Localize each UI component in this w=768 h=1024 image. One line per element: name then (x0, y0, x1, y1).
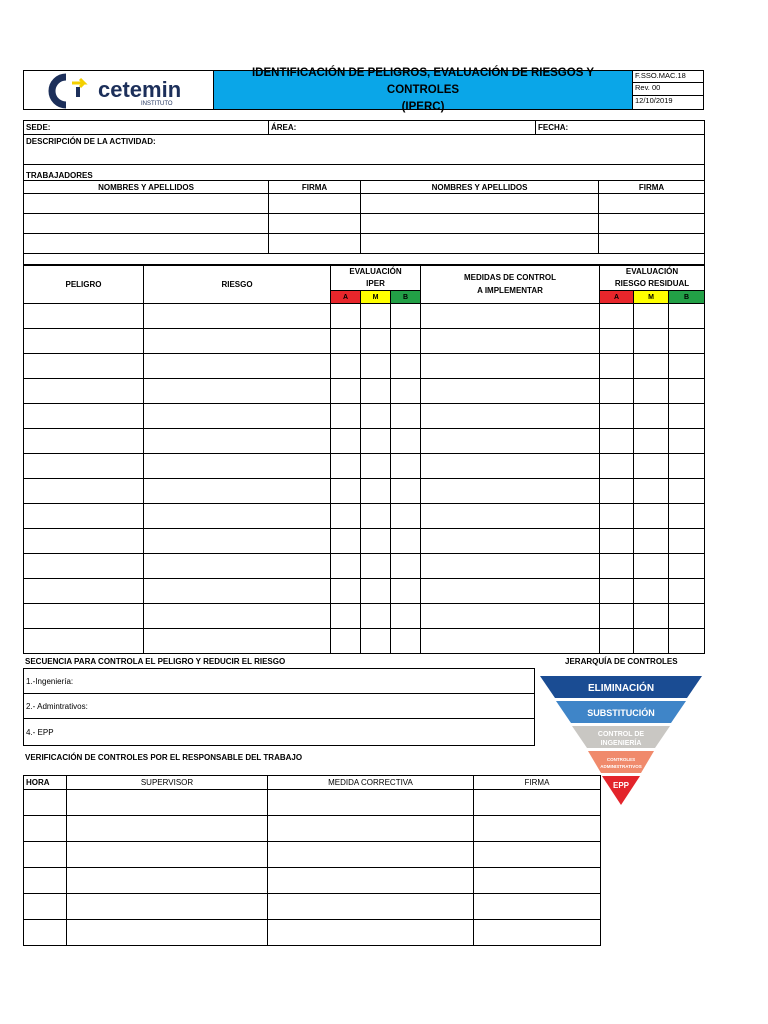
table-row (24, 816, 601, 842)
sede-label: SEDE: (24, 121, 269, 135)
residual-a: A (600, 291, 634, 304)
verification-title: VERIFICACIÓN DE CONTROLES POR EL RESPONSABLE DEL TRABAJO (25, 753, 303, 762)
table-row (24, 429, 705, 454)
col-eval-iper (331, 265, 421, 291)
pyramid-label-3b: INGENIERÍA (600, 740, 642, 747)
table-row (24, 479, 705, 504)
table-row (24, 194, 705, 214)
table-row (24, 454, 705, 479)
logo-subtext: INSTITUTO (141, 101, 173, 107)
trabajadores-label: TRABAJADORES (24, 165, 705, 181)
table-row (24, 329, 705, 354)
iper-m: M (361, 291, 391, 304)
risk-table (23, 264, 705, 654)
document-title (213, 66, 633, 113)
table-row (24, 529, 705, 554)
eval-res-line2: RIESGO RESIDUAL (614, 278, 690, 288)
table-row (24, 354, 705, 379)
medidas-line2: A IMPLEMENTAR (477, 286, 543, 295)
fecha-label: FECHA: (536, 121, 705, 135)
hierarchy-title: JERARQUÍA DE CONTROLES (565, 657, 678, 666)
table-row (24, 920, 601, 946)
title-line-2: (IPERC) (401, 100, 445, 113)
table-row (24, 629, 705, 654)
doc-code: F.SSO.MAC.18 (632, 70, 704, 83)
doc-rev: Rev. 00 (632, 82, 704, 96)
sequence-title: SECUENCIA PARA CONTROLA EL PELIGRO Y REDUCIR EL RIESGO (25, 657, 286, 666)
col-hora: HORA (24, 776, 67, 790)
table-row (24, 214, 705, 234)
eval-res-line1: EVALUACIÓN (625, 266, 679, 276)
sequence-item-3: 4.- EPP (24, 719, 535, 746)
residual-m: M (634, 291, 669, 304)
col-firma-2: FIRMA (599, 181, 705, 194)
sequence-item-2: 2.- Admintrativos: (24, 694, 535, 719)
pyramid-label-4a: CONTROLES (606, 757, 636, 762)
table-row (24, 554, 705, 579)
table-row (24, 894, 601, 920)
verification-table (23, 775, 601, 946)
info-table (23, 120, 705, 266)
table-row (24, 504, 705, 529)
col-medidas (421, 265, 600, 304)
col-medida: MEDIDA CORRECTIVA (268, 776, 474, 790)
eval-iper-line2: IPER (366, 278, 385, 288)
sequence-table (23, 668, 535, 746)
logo-box (23, 70, 214, 110)
table-row (24, 379, 705, 404)
col-firma: FIRMA (474, 776, 601, 790)
eval-iper-line1: EVALUACIÓN (349, 266, 402, 276)
table-row (24, 790, 601, 816)
table-row (24, 604, 705, 629)
table-row (24, 234, 705, 254)
col-riesgo: RIESGO (144, 265, 331, 304)
pyramid-label-1: ELIMINACIÓN (587, 683, 655, 694)
col-nombres-1: NOMBRES Y APELLIDOS (24, 181, 269, 194)
iper-b: B (391, 291, 421, 304)
sequence-item-1: 1.-Ingeniería: (24, 669, 535, 694)
logo-text: cetemin (98, 77, 182, 102)
cetemin-logo-icon (42, 71, 102, 111)
col-peligro: PELIGRO (24, 265, 144, 304)
table-row (24, 304, 705, 329)
table-row (24, 404, 705, 429)
table-row (24, 868, 601, 894)
doc-date: 12/10/2019 (632, 95, 704, 110)
title-line-1: IDENTIFICACIÓN DE PELIGROS, EVALUACIÓN DE RIESGOS Y CONTROLES (251, 66, 595, 96)
col-supervisor: SUPERVISOR (67, 776, 268, 790)
col-eval-residual (600, 265, 705, 291)
pyramid-level-administrativos (588, 751, 654, 773)
pyramid-label-2: SUBSTITUCIÓN (587, 708, 655, 718)
pyramid-label-3a: CONTROL DE (597, 731, 645, 738)
medidas-line1: MEDIDAS DE CONTROL (464, 273, 557, 282)
iper-a: A (331, 291, 361, 304)
table-row (24, 579, 705, 604)
pyramid-label-5: EPP (612, 781, 630, 790)
col-firma-1: FIRMA (269, 181, 361, 194)
residual-b: B (669, 291, 705, 304)
table-row (24, 842, 601, 868)
pyramid-label-4b: ADMINISTRATIVOS (600, 764, 642, 769)
area-label: ÁREA: (269, 121, 536, 135)
descripcion-label: DESCRIPCIÓN DE LA ACTIVIDAD: (24, 135, 705, 165)
col-nombres-2: NOMBRES Y APELLIDOS (361, 181, 599, 194)
